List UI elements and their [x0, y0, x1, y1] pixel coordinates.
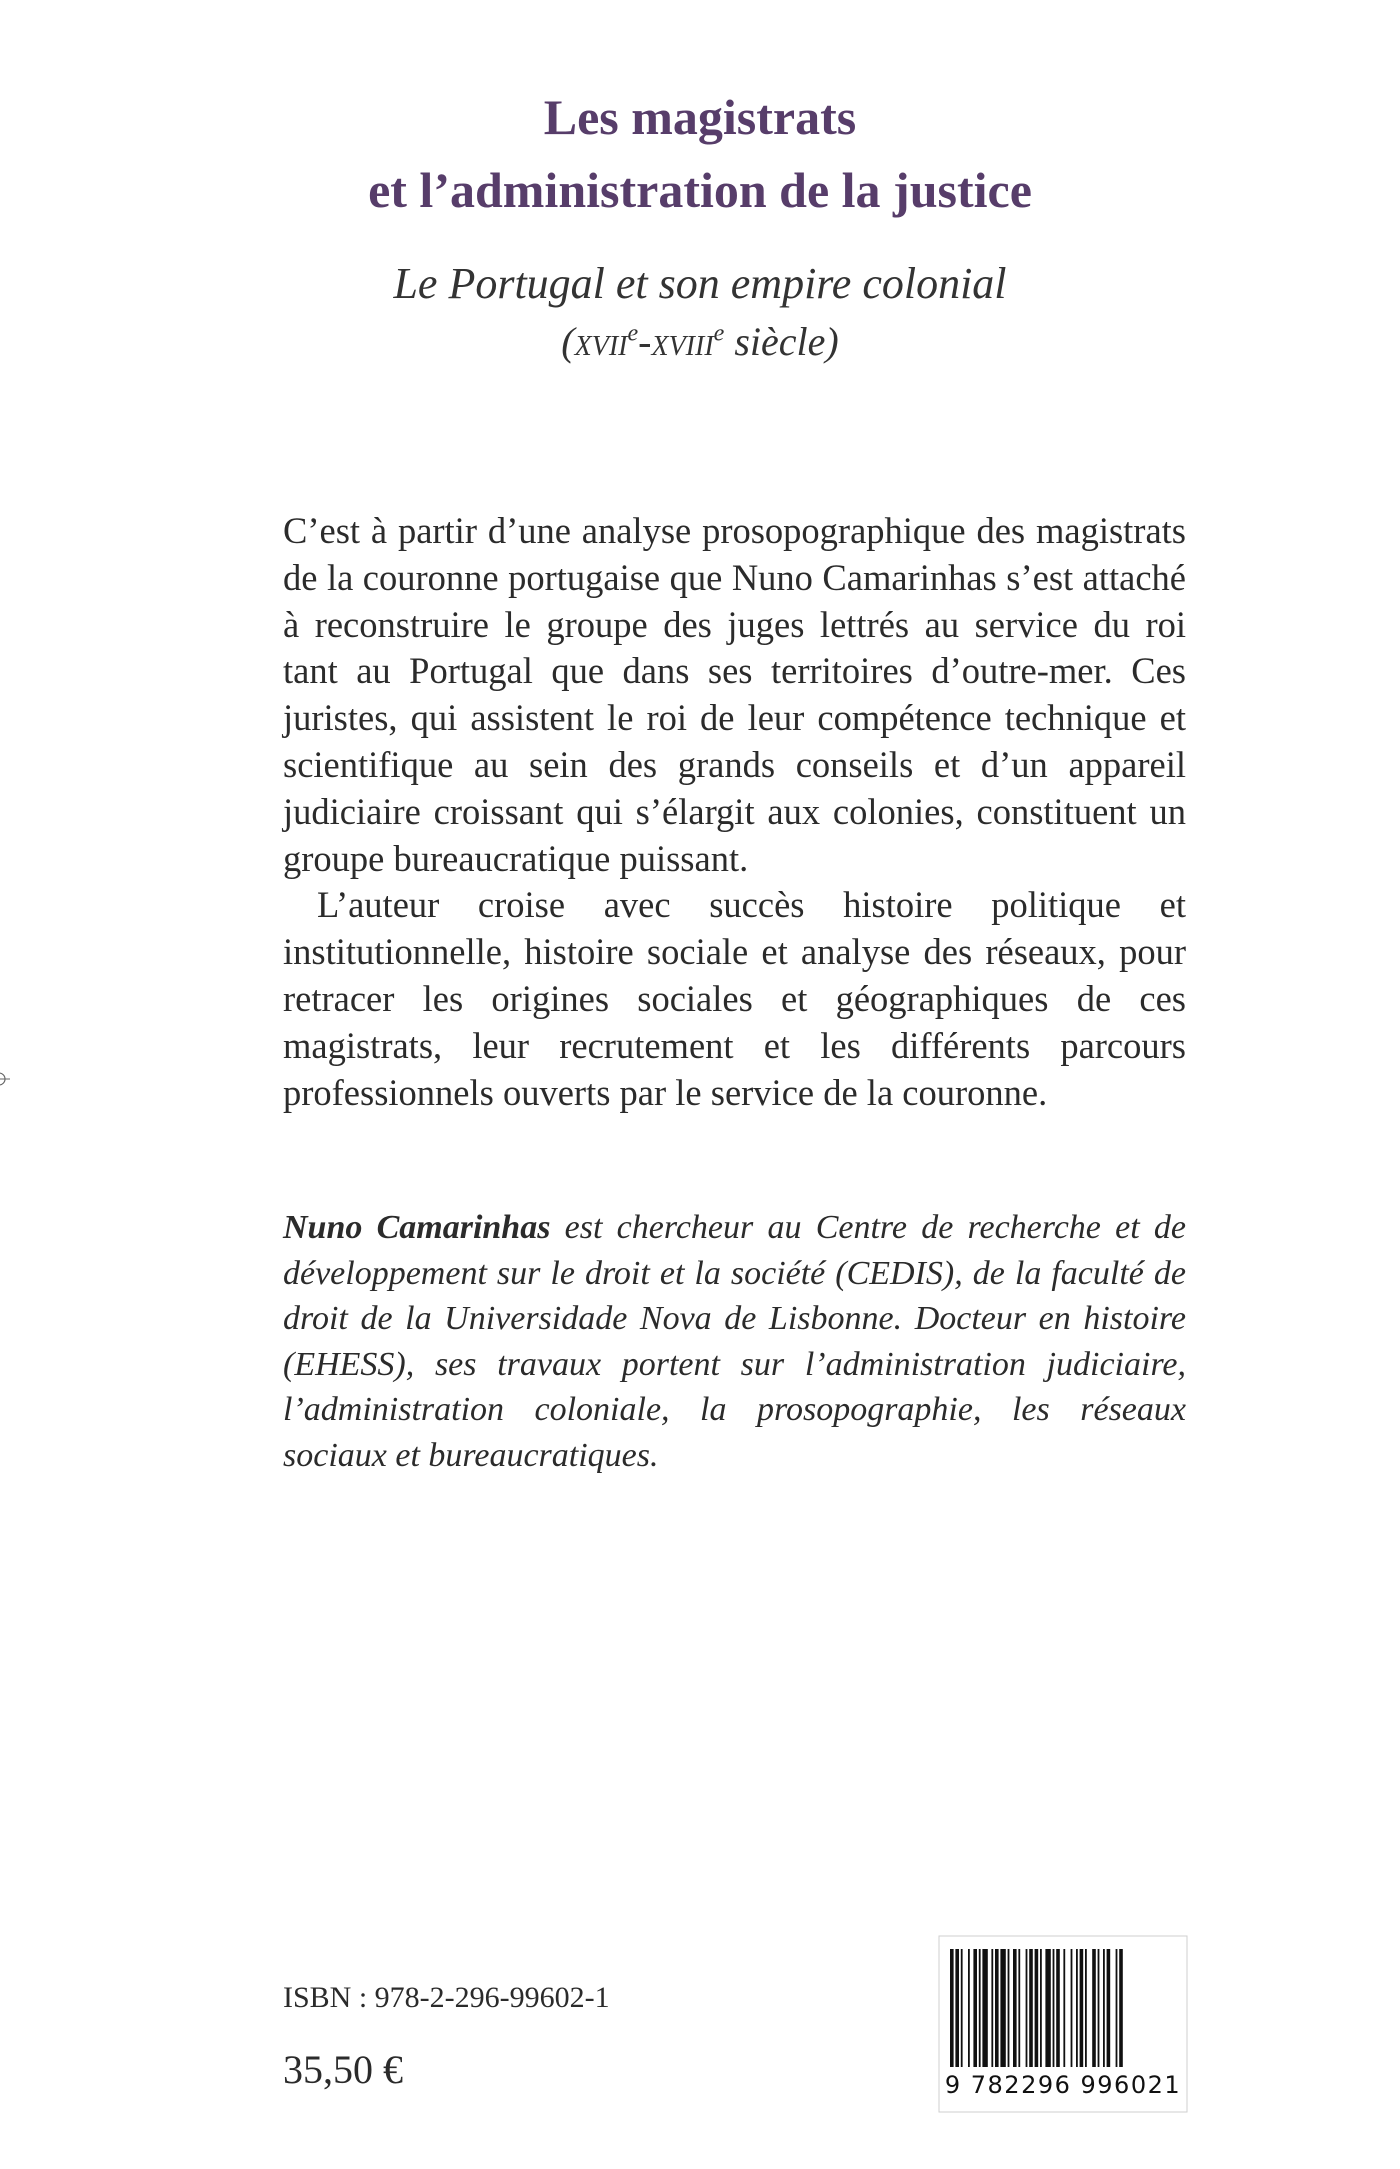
barcode-bar: [1092, 1949, 1096, 2067]
barcode-bar: [1008, 1949, 1010, 2067]
author-bio: [283, 1205, 1186, 1478]
barcode-bar: [961, 1949, 963, 2067]
author-bio-text: est chercheur au Centre de recherche et de développement sur le droit et la société (CEDIS), de la faculté de droit de la Universidade Nova de Lisbonne. Docteur en histoire (EHESS), ses travaux portent sur l’administration judiciaire, l’administration coloniale, la prosopographie, les réseaux sociaux et bureaucratiques.: [283, 1209, 1186, 1474]
isbn-label: ISBN : 978-2-296-99602-1: [283, 1981, 610, 2014]
barcode-bar: [1098, 1949, 1100, 2067]
summary-paragraph-2: L’auteur croise avec succès histoire politique et institutionnelle, histoire sociale et analyse des réseaux, pour retracer les origines sociales et géographiques de ces magistrats, leur recrutement et les différents parcours professionnels ouverts par le service de la couronne.: [283, 884, 1186, 1113]
barcode-bar: [1018, 1949, 1020, 2067]
barcode-bar: [973, 1949, 977, 2067]
barcode-bar: [1053, 1949, 1055, 2067]
barcode-bar: [1116, 1949, 1118, 2067]
barcode-bar: [955, 1949, 959, 2067]
barcode-bar: [979, 1949, 981, 2067]
barcode-bar: [1063, 1949, 1065, 2067]
barcode-bar: [982, 1949, 987, 2067]
barcode-bar: [1000, 1949, 1005, 2067]
book-subtitle-period: [0, 319, 1400, 364]
century-start: xvii: [574, 319, 628, 364]
barcode-bar: [1076, 1949, 1078, 2067]
price-label: 35,50 €: [283, 2047, 403, 2092]
century-end: xviii: [651, 319, 714, 364]
book-title-line-1: Les magistrats: [543, 89, 857, 145]
barcode-bar: [1045, 1949, 1050, 2067]
book-subtitle-line-1: Le Portugal et son empire colonial: [393, 259, 1007, 308]
barcode-bar: [950, 1949, 954, 2067]
period-dash: -: [638, 319, 652, 364]
barcode-bar: [1026, 1949, 1028, 2067]
period-siecle: siècle): [724, 319, 839, 364]
book-title-line-2: et l’administration de la justice: [368, 162, 1032, 218]
barcode-bar: [1040, 1949, 1042, 2067]
barcode-bar: [1080, 1949, 1084, 2067]
crop-mark-icon: [0, 1066, 12, 1092]
barcode-bar: [1103, 1949, 1105, 2067]
summary-paragraph-1: C’est à partir d’une analyse prosopographique des magistrats de la couronne portugaise que Nuno Camarinhas s’est attaché à reconstruire le groupe des juges lettrés au service du roi tant au Portugal que dans ses territoires d’outre-mer. Ces juristes, qui assistent le roi de leur compétence technique et scientifique au sein des grands conseils et d’un appareil judiciaire croissant qui s’élargit aux colonies, constituent un groupe bureaucratique puissant.: [283, 510, 1186, 879]
barcode-bar: [1107, 1949, 1111, 2067]
barcode-bar: [1035, 1949, 1039, 2067]
barcode-bar: [995, 1949, 999, 2067]
barcode: [938, 1935, 1188, 2113]
book-summary: [283, 508, 1186, 1116]
barcode-bar: [1085, 1949, 1087, 2067]
barcode-bar: [991, 1949, 993, 2067]
barcode-bar: [1056, 1949, 1060, 2067]
barcode-bar: [1013, 1949, 1017, 2067]
barcode-digits: 9 782296 996021: [944, 2071, 1182, 2099]
barcode-bar: [1119, 1949, 1123, 2067]
barcode-bar: [1029, 1949, 1033, 2067]
century-start-sup: e: [627, 320, 639, 347]
period-open-paren: (: [561, 319, 575, 364]
barcode-bar: [1071, 1949, 1073, 2067]
author-name: Nuno Camarinhas: [283, 1209, 551, 1246]
barcode-bar: [968, 1949, 970, 2067]
century-end-sup: e: [713, 320, 725, 347]
